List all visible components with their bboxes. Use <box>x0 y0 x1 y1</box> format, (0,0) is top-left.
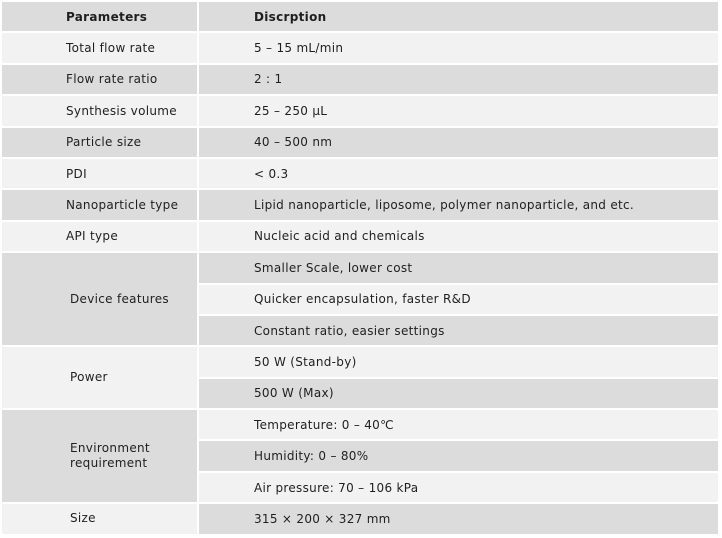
param-environment-requirement <box>2 410 199 504</box>
value-temperature: Temperature: 0 – 40℃ <box>199 410 718 441</box>
value-size: 315 × 200 × 327 mm <box>199 504 718 533</box>
param-synthesis-volume: Synthesis volume <box>2 96 199 127</box>
param-flow-rate-ratio: Flow rate ratio <box>2 65 199 96</box>
table-row-device-features <box>2 253 718 284</box>
value-flow-rate-ratio: 2 : 1 <box>199 65 718 96</box>
value-api-type: Nucleic acid and chemicals <box>199 222 718 253</box>
param-size: Size <box>2 504 199 533</box>
param-nanoparticle-type: Nanoparticle type <box>2 190 199 221</box>
param-api-type: API type <box>2 222 199 253</box>
param-environment-line2: requirement <box>70 456 148 471</box>
specifications-table <box>2 2 718 534</box>
value-air-pressure: Air pressure: 70 – 106 kPa <box>199 473 718 504</box>
value-device-feature-1: Smaller Scale, lower cost <box>199 253 718 284</box>
value-total-flow-rate: 5 – 15 mL/min <box>199 33 718 64</box>
header-description: Discrption <box>199 2 718 33</box>
table-row-environment <box>2 410 718 441</box>
table-row-api-type <box>2 222 718 253</box>
value-humidity: Humidity: 0 – 80% <box>199 441 718 472</box>
table-row-total-flow-rate <box>2 33 718 64</box>
table-row-pdi <box>2 159 718 190</box>
value-particle-size: 40 – 500 nm <box>199 128 718 159</box>
table-row-nanoparticle-type <box>2 190 718 221</box>
value-power-standby: 50 W (Stand-by) <box>199 347 718 378</box>
header-parameters: Parameters <box>2 2 199 33</box>
table-row-particle-size <box>2 128 718 159</box>
value-pdi: < 0.3 <box>199 159 718 190</box>
param-environment-line1: Environment <box>70 441 150 456</box>
value-device-feature-2: Quicker encapsulation, faster R&D <box>199 285 718 316</box>
param-particle-size: Particle size <box>2 128 199 159</box>
param-device-features: Device features <box>2 253 199 347</box>
param-pdi: PDI <box>2 159 199 190</box>
param-total-flow-rate: Total flow rate <box>2 33 199 64</box>
table-row-synthesis-volume <box>2 96 718 127</box>
table-row-size <box>2 504 718 533</box>
value-power-max: 500 W (Max) <box>199 379 718 410</box>
value-nanoparticle-type: Lipid nanoparticle, liposome, polymer nanoparticle, and etc. <box>199 190 718 221</box>
value-device-feature-3: Constant ratio, easier settings <box>199 316 718 347</box>
param-power: Power <box>2 347 199 410</box>
table-row-flow-rate-ratio <box>2 65 718 96</box>
table-header-row <box>2 2 718 33</box>
value-synthesis-volume: 25 – 250 μL <box>199 96 718 127</box>
table-row-power <box>2 347 718 378</box>
